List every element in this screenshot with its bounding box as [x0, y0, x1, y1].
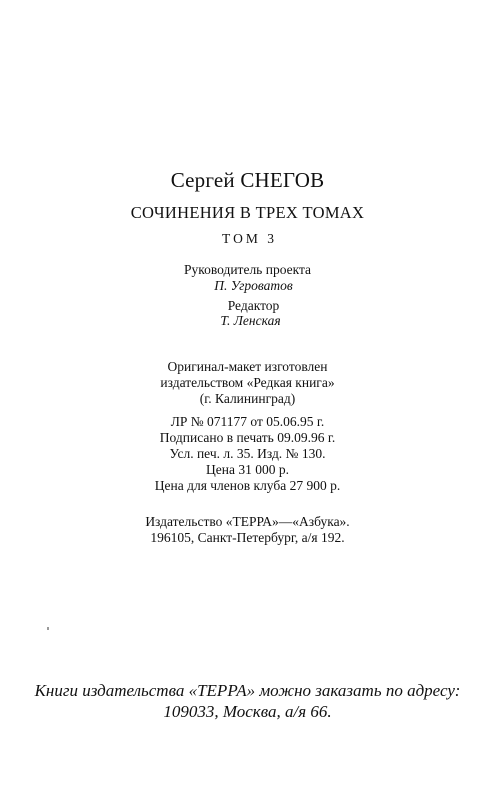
author-name: Сергей СНЕГОВ [170, 168, 325, 192]
print-info-line: Усл. печ. л. 35. Изд. № 130. [169, 446, 326, 461]
print-info-line: ЛР № 071177 от 05.06.95 г. [170, 414, 325, 429]
order-note-line: Книги издательства «ТЕРРА» можно заказать по адресу: [34, 681, 461, 700]
layout-info-line: (г. Калининград) [199, 391, 296, 406]
volume-number: ТОМ 3 [222, 231, 277, 246]
project-lead-name: П. Угроватов [214, 278, 293, 293]
collection-title: СОЧИНЕНИЯ В ТРЕХ ТОМАХ [130, 203, 365, 222]
editor-label: Редактор [227, 298, 280, 313]
order-note-line: 109033, Москва, а/я 66. [163, 702, 332, 721]
print-speck [47, 627, 49, 630]
print-info-line: Подписано в печать 09.09.96 г. [159, 430, 336, 445]
project-lead-label: Руководитель проекта [183, 262, 312, 277]
print-info-line: Цена для членов клуба 27 900 р. [154, 478, 341, 493]
layout-info-line: Оригинал-макет изготовлен [167, 359, 328, 374]
editor-name: Т. Ленская [220, 313, 281, 328]
layout-info-line: издательством «Редкая книга» [160, 375, 335, 390]
publisher-line: Издательство «ТЕРРА»—«Азбука». [145, 514, 350, 529]
publisher-line: 196105, Санкт-Петербург, а/я 192. [150, 530, 345, 545]
print-info-line: Цена 31 000 р. [206, 462, 289, 477]
